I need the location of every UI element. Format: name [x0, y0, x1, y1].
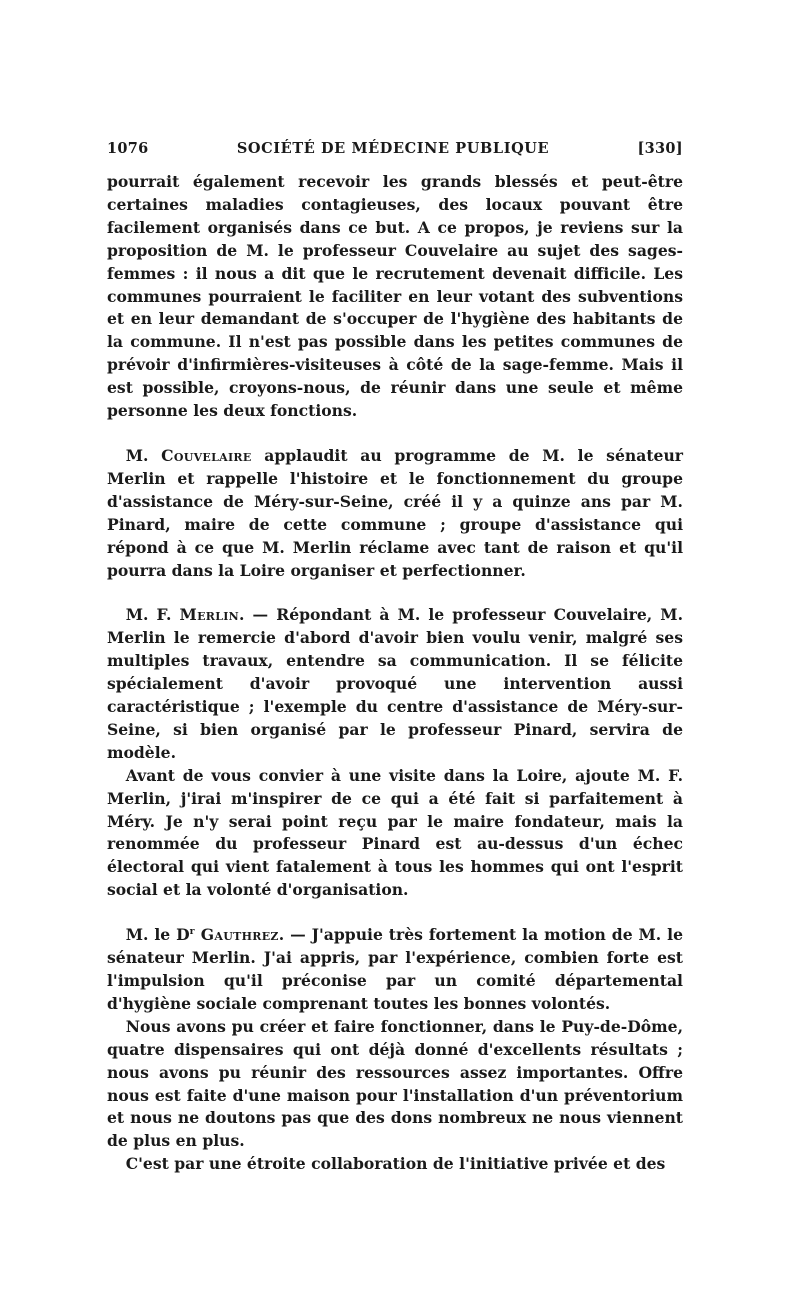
paragraph-4: Avant de vous convier à une visite dans la Loire, ajoute M. F. Merlin, j'irai m'inspirer de ce qui a été fait si parfaitement à Méry. Je n'y serai point reçu par le maire fondateur, mais la renommée du professeur Pinard est au-dessus d'un échec électoral qui vient fatalement à tous les hommes qui ont l'esprit social et la volonté d'organisation. — [107, 765, 683, 900]
page — [107, 140, 683, 1176]
speaker-prefix: M. F. — [125, 605, 180, 625]
bracket-page-number: [330] — [637, 140, 683, 157]
paragraph-3 — [107, 604, 683, 764]
title-superscript: r — [189, 926, 195, 937]
journal-title: SOCIÉTÉ DE MÉDECINE PUBLIQUE — [236, 140, 550, 157]
paragraph-1: pourrait également recevoir les grands blessés et peut-être certaines maladies contagieuses, des locaux pouvant être facilement organisés dans ce but. A ce propos, je reviens sur la proposition de M. le professeur Couvelaire au sujet des sages-femmes : il nous a dit que le recrutement devenait difficile. Les communes pourraient le faciliter en leur votant des subventions et en leur demandant de s'occuper de l'hygiène des habitants de la commune. Il n'est pas possible dans les petites communes de prévoir d'infirmières-visiteuses à côté de la sage-femme. Mais il est possible, croyons-nous, de réunir dans une seule et même personne les deux fonctions. — [107, 172, 683, 421]
paragraph-6: Nous avons pu créer et faire fonctionner, dans le Puy-de-Dôme, quatre dispensaires qui ont déjà donné d'excellents résultats ; nous avons pu réunir des ressources assez importantes. Offre nous est faite d'une maison pour l'installation d'un préventorium et nous ne doutons pas que des dons nombreux ne nous viennent de plus en plus. — [107, 1016, 683, 1151]
speaker-prefix: M. — [125, 445, 162, 465]
paragraph-text: . — J'appuie très fortement la motion de M. le sénateur Merlin. J'ai appris, par l'expérience, combien forte est l'impulsion qu'il préconise par un comité départemental d'hygiène sociale comprenant toutes les bonnes volontés. — [107, 925, 683, 1013]
page-number: 1076 — [107, 140, 149, 157]
speaker-name: Gauthrez — [194, 925, 279, 945]
running-head — [107, 140, 683, 157]
paragraph-2 — [107, 445, 683, 582]
paragraph-text: applaudit au programme de M. le sénateur Merlin et rappelle l'histoire et le fonctionnement du groupe d'assistance de Méry-sur-Seine, créé il y a quinze ans par M. Pinard, maire de cette commune ; groupe d'assistance qui répond à ce que M. Merlin réclame avec tant de raison et qu'il pourra dans la Loire organiser et perfectionner. — [107, 445, 684, 580]
speaker-name: Merlin — [179, 605, 240, 625]
paragraph-5 — [107, 924, 683, 1016]
speaker-name: Couvelaire — [161, 445, 252, 465]
paragraph-text: . — Répondant à M. le professeur Couvelaire, M. Merlin le remercie d'abord d'avoir bien voulu venir, malgré ses multiples travaux, entendre sa communication. Il se félicite spécialement d'avoir provoqué une intervention aussi caractéristique ; l'exemple du centre d'assistance de Méry-sur-Seine, si bien organisé par le professeur Pinard, servira de modèle. — [107, 605, 683, 762]
speaker-prefix: M. le D — [125, 925, 190, 945]
paragraph-7: C'est par une étroite collaboration de l'initiative privée et des — [125, 1154, 666, 1174]
